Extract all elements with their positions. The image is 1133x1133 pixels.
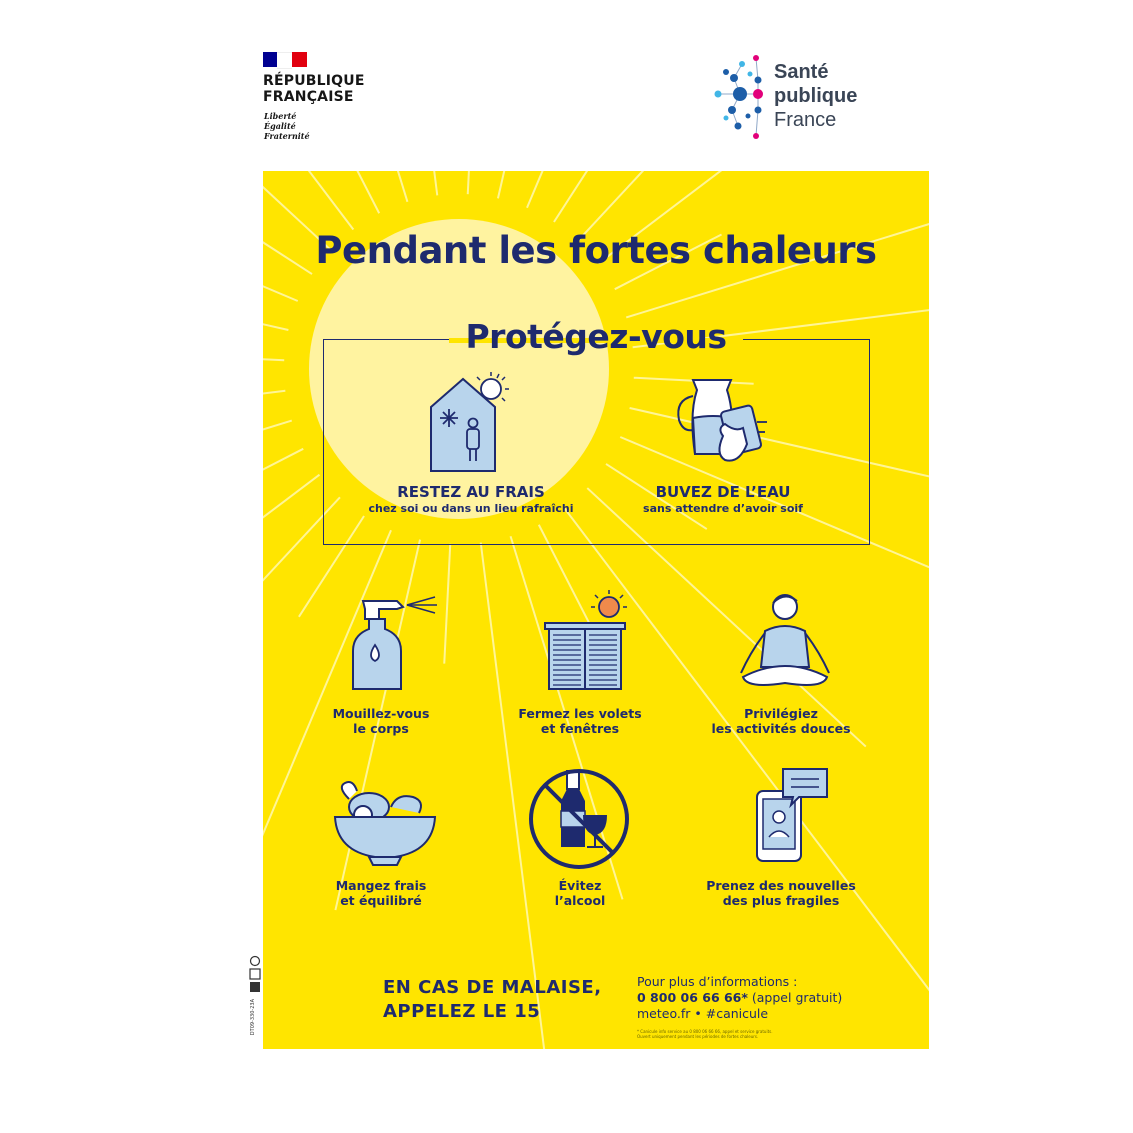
action-check-on-vulnerable bbox=[681, 878, 881, 908]
action-avoid-alcohol-line1: Évitez bbox=[558, 878, 602, 893]
action-check-on-vulnerable-line1: Prenez des nouvelles bbox=[706, 878, 856, 893]
action-avoid-alcohol bbox=[480, 878, 680, 908]
phone-message-icon bbox=[753, 765, 833, 865]
closed-shutters-icon bbox=[543, 589, 633, 693]
action-close-shutters-line2: et fenêtres bbox=[540, 721, 620, 736]
action-wet-body bbox=[281, 706, 481, 736]
info-phone-note: (appel gratuit) bbox=[747, 990, 843, 1005]
republique-francaise-logo bbox=[263, 52, 383, 147]
sun-ray bbox=[263, 421, 292, 533]
info-phone: 0 800 06 66 66* bbox=[637, 990, 748, 1005]
motto-liberte: Liberté bbox=[264, 111, 297, 121]
sun-ray bbox=[324, 171, 379, 213]
emergency-line2: APPELEZ LE 15 bbox=[383, 1001, 541, 1022]
rf-name-line2: FRANÇAISE bbox=[263, 89, 354, 105]
action-eat-fresh-line1: Mangez frais bbox=[335, 878, 427, 893]
motto-egalite: Égalité bbox=[264, 121, 296, 131]
meditating-person-icon bbox=[733, 591, 837, 693]
print-marks bbox=[248, 955, 264, 1045]
footnote: * Canicule info service au 0 800 06 66 66, appel et service gratuits. Ouvert uniquement pendant les périodes de fortes chaleurs. bbox=[637, 1029, 773, 1039]
french-flag-icon bbox=[263, 52, 307, 67]
sun-ray bbox=[263, 391, 285, 470]
info-web: meteo.fr • #canicule bbox=[637, 1006, 769, 1021]
action-eat-fresh bbox=[281, 878, 481, 908]
info-phone-line bbox=[637, 990, 842, 1006]
info-block bbox=[637, 974, 842, 1022]
sante-publique-france-logo bbox=[710, 52, 880, 144]
drink-water-title: BUVEZ DE L’EAU bbox=[655, 483, 791, 501]
no-alcohol-icon bbox=[527, 767, 631, 871]
action-close-shutters bbox=[480, 706, 680, 736]
emergency-notice bbox=[383, 976, 602, 1024]
action-wet-body-line1: Mouillez-vous bbox=[332, 706, 430, 721]
sun-ray bbox=[263, 475, 319, 861]
rf-name bbox=[263, 73, 365, 105]
recycle-marks-icon bbox=[248, 955, 262, 995]
salad-bowl-icon bbox=[333, 777, 437, 867]
action-wet-body-line2: le corps bbox=[353, 721, 409, 736]
rf-motto bbox=[264, 111, 310, 141]
action-check-on-vulnerable-line2: des plus fragiles bbox=[722, 893, 840, 908]
emergency-line1: EN CAS DE MALAISE, bbox=[383, 977, 602, 998]
main-title: Pendant les fortes chaleurs bbox=[315, 229, 877, 272]
sun-ray bbox=[527, 171, 776, 208]
spf-line3: France bbox=[774, 109, 837, 131]
drink-water-subtitle: sans attendre d’avoir soif bbox=[643, 502, 803, 515]
stay-cool-title: RESTEZ AU FRAIS bbox=[397, 483, 545, 501]
spf-line1: Santé bbox=[774, 61, 829, 83]
action-eat-fresh-line2: et équilibré bbox=[340, 893, 422, 908]
spray-bottle-icon bbox=[345, 595, 445, 695]
spf-wordmark bbox=[774, 60, 857, 132]
water-jug-glass-icon bbox=[673, 374, 777, 470]
sun-ray bbox=[263, 449, 303, 504]
motto-fraternite: Fraternité bbox=[264, 131, 310, 141]
sun-ray bbox=[358, 171, 437, 195]
protect-subtitle bbox=[263, 317, 929, 356]
sun-ray bbox=[554, 171, 619, 222]
heatwave-poster bbox=[263, 171, 929, 1049]
action-close-shutters-line1: Fermez les volets bbox=[518, 706, 642, 721]
action-gentle-activities bbox=[681, 706, 881, 736]
action-avoid-alcohol-line2: l’alcool bbox=[554, 893, 606, 908]
cool-house-icon bbox=[427, 369, 517, 473]
sun-ray bbox=[565, 509, 929, 1019]
action-gentle-activities-line1: Privilégiez bbox=[744, 706, 818, 721]
sun-ray bbox=[468, 171, 474, 194]
info-intro: Pour plus d’informations : bbox=[637, 974, 798, 989]
stay-cool-subtitle: chez soi ou dans un lieu rafraîchi bbox=[368, 502, 574, 515]
action-gentle-activities-line2: les activités douces bbox=[711, 721, 851, 736]
sun-ray bbox=[444, 544, 450, 664]
spf-line2: publique bbox=[774, 85, 858, 107]
rf-name-line1: RÉPUBLIQUE bbox=[263, 73, 365, 89]
protect-subtitle-text: Protégez-vous bbox=[449, 317, 742, 356]
side-code: DT09-330-23A bbox=[250, 999, 256, 1036]
molecule-icon bbox=[710, 52, 772, 144]
